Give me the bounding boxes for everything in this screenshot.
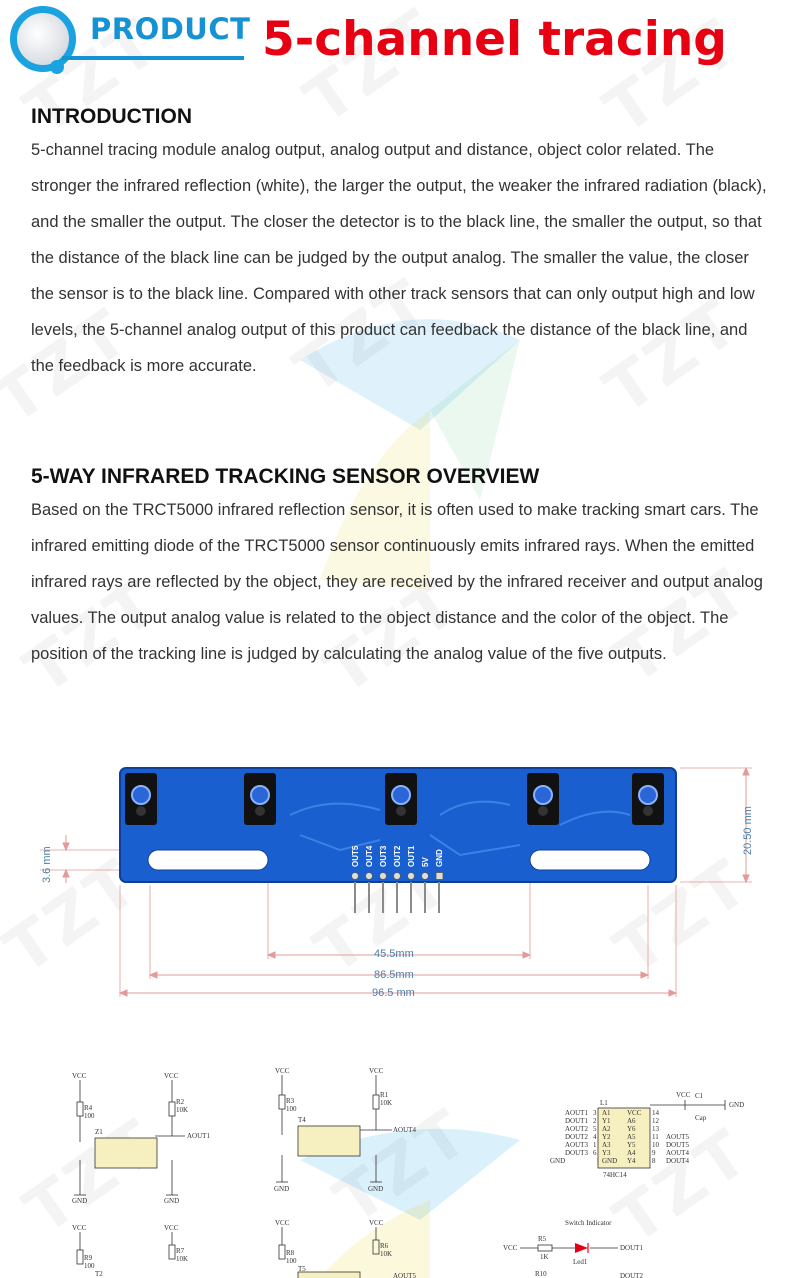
pin-label: OUT5 bbox=[351, 845, 360, 867]
sch-vcc: VCC bbox=[275, 1219, 290, 1227]
sch-ic-cap-val: Cap bbox=[695, 1114, 707, 1122]
sch-led-r1-val: 1K bbox=[540, 1253, 549, 1261]
sch-ic-gnd-right: GND bbox=[729, 1101, 745, 1109]
sch-out: AOUT4 bbox=[393, 1126, 416, 1134]
sch-vcc: VCC bbox=[72, 1224, 87, 1232]
sch-led-out1: DOUT1 bbox=[620, 1244, 643, 1252]
sch-ic-right-pin: DOUT4 bbox=[666, 1157, 689, 1165]
sch-part: T2 bbox=[95, 1270, 103, 1278]
sch-ic-inner-right: A5 bbox=[627, 1133, 636, 1141]
sch-ic-right-pin: AOUT5 bbox=[666, 1133, 689, 1141]
sch-ic-left-pin: DOUT2 bbox=[565, 1133, 588, 1141]
sch-r-top: R3 bbox=[286, 1097, 295, 1105]
sch-r-right: R1 bbox=[380, 1091, 389, 1099]
sch-ic-cap: C1 bbox=[695, 1092, 704, 1100]
dim-hole-spacing: 45.5mm bbox=[374, 948, 414, 960]
sch-ic-inner-right: Y5 bbox=[627, 1141, 636, 1149]
sch-ic-right-num: 11 bbox=[652, 1133, 659, 1141]
sch-r-top-val: 100 bbox=[84, 1262, 95, 1270]
sch-ic-vcc: VCC bbox=[676, 1091, 691, 1099]
intro-section bbox=[31, 102, 771, 384]
sch-ic-left-pin: DOUT1 bbox=[565, 1117, 588, 1125]
sch-ic-right-pin: AOUT4 bbox=[666, 1149, 689, 1157]
pin-label: OUT1 bbox=[407, 845, 416, 867]
pin-label: OUT4 bbox=[365, 845, 374, 867]
dim-board-width: 96.5 mm bbox=[372, 987, 415, 999]
sch-ic-right-num: 13 bbox=[652, 1125, 659, 1133]
sch-gnd: GND bbox=[164, 1197, 180, 1205]
sch-ic-inner-left: GND bbox=[602, 1157, 618, 1165]
sch-r-top-val: 100 bbox=[286, 1105, 297, 1113]
sch-r-top: R8 bbox=[286, 1249, 295, 1257]
brand-logo-dot bbox=[50, 60, 64, 74]
intro-heading: INTRODUCTION bbox=[31, 105, 192, 128]
overview-body: Based on the TRCT5000 infrared reflection sensor, it is often used to make tracking smart cars. The infrared emitting diode of the TRCT5000 sensor continuously emits infrared rays. When the emitted infrared rays are reflected by the object, they are received by the infrared receiver and output analog values. The output analog value is related to the object distance and the color of the object. The position of the tracking line is judged by calculating the analog value of the five outputs. bbox=[31, 501, 763, 663]
sch-part: T5 bbox=[298, 1265, 306, 1273]
sch-part: Z1 bbox=[95, 1128, 103, 1136]
sch-ic-left-num: 3 bbox=[593, 1109, 597, 1117]
sch-ic-right-num: 14 bbox=[652, 1109, 659, 1117]
sch-gnd: GND bbox=[72, 1197, 88, 1205]
sch-gnd: GND bbox=[368, 1185, 384, 1193]
sch-ic-right-num: 9 bbox=[652, 1149, 656, 1157]
sch-ic-left-pin: AOUT2 bbox=[565, 1125, 588, 1133]
sch-ic-inner-right: A6 bbox=[627, 1117, 636, 1125]
sch-ic-inner-right: Y4 bbox=[627, 1157, 636, 1165]
sch-led1: Led1 bbox=[573, 1258, 588, 1266]
sch-out: AOUT1 bbox=[187, 1132, 210, 1140]
sch-led-caption: Switch Indicator bbox=[565, 1219, 612, 1227]
pin-label: 5V bbox=[421, 857, 430, 867]
sch-vcc: VCC bbox=[72, 1072, 87, 1080]
pcb-dimension-diagram bbox=[0, 755, 800, 1015]
sch-r-top-val: 100 bbox=[286, 1257, 297, 1265]
sch-ic-left-pin: AOUT1 bbox=[565, 1109, 588, 1117]
sch-ic-left-num: 4 bbox=[593, 1133, 597, 1141]
sch-vcc: VCC bbox=[275, 1067, 290, 1075]
mounting-slot-left bbox=[148, 850, 268, 870]
sch-r-top: R9 bbox=[84, 1254, 93, 1262]
sch-r-right: R6 bbox=[380, 1242, 389, 1250]
sch-ic-right-num: 10 bbox=[652, 1141, 659, 1149]
page-header bbox=[0, 0, 800, 90]
sch-led-r1: R5 bbox=[538, 1235, 547, 1243]
sch-r-right-val: 10K bbox=[176, 1106, 189, 1114]
sch-r-right-val: 10K bbox=[176, 1255, 189, 1263]
sch-r-top: R4 bbox=[84, 1104, 93, 1112]
sch-vcc: VCC bbox=[369, 1219, 384, 1227]
overview-section bbox=[31, 462, 771, 672]
sch-ic-left-pin: DOUT3 bbox=[565, 1149, 588, 1157]
sch-ic-gnd-left: GND bbox=[550, 1157, 566, 1165]
sch-led-r2: R10 bbox=[535, 1270, 547, 1278]
brand-logo-icon bbox=[10, 6, 76, 72]
sch-part: T4 bbox=[298, 1116, 306, 1124]
sch-ic-left-pin: AOUT3 bbox=[565, 1141, 588, 1149]
sch-vcc: VCC bbox=[164, 1072, 179, 1080]
sch-ic-left-num: 6 bbox=[593, 1149, 597, 1157]
sch-vcc: VCC bbox=[369, 1067, 384, 1075]
sch-r-right: R2 bbox=[176, 1098, 185, 1106]
product-tag: PRODUCT bbox=[90, 12, 251, 46]
sch-led-out2: DOUT2 bbox=[620, 1272, 643, 1278]
sch-ic-inner-left: A1 bbox=[602, 1109, 611, 1117]
product-underline bbox=[62, 56, 244, 60]
sch-ic-right-pin: DOUT5 bbox=[666, 1141, 689, 1149]
sch-ic-right-num: 8 bbox=[652, 1157, 656, 1165]
sch-ic-left-num: 5 bbox=[593, 1125, 597, 1133]
pin-label: GND bbox=[435, 849, 444, 867]
circuit-schematic bbox=[0, 1060, 800, 1278]
sch-vcc: VCC bbox=[164, 1224, 179, 1232]
sch-ic-inner-left: Y3 bbox=[602, 1149, 611, 1157]
sch-r-right-val: 10K bbox=[380, 1250, 393, 1258]
sch-ic-inner-left: Y2 bbox=[602, 1133, 611, 1141]
sch-ic-left-num: 1 bbox=[593, 1141, 597, 1149]
sch-ic-inner-left: A3 bbox=[602, 1141, 611, 1149]
sch-ic-left-num: 2 bbox=[593, 1117, 597, 1125]
sch-ic-inner-right: A4 bbox=[627, 1149, 636, 1157]
page-title: 5-channel tracing bbox=[262, 12, 727, 67]
intro-body: 5-channel tracing module analog output, analog output and distance, object color related. The stronger the infrared reflection (white), the larger the output, the weaker the infrared radiation (black), and the smaller the output. The closer the detector is to the black line, the smaller the output, so that the distance of the black line can be judged by the output analog. The smaller the value, the closer the sensor is to the black line. Compared with other track sensors that can only output high and low levels, the 5-channel analog output of this product can feedback the distance of the black line, and the feedback is more accurate. bbox=[31, 141, 767, 375]
sch-r-right-val: 10K bbox=[380, 1099, 393, 1107]
sch-ic-inner-right: VCC bbox=[627, 1109, 642, 1117]
pin-label: OUT3 bbox=[379, 845, 388, 867]
sch-ic-right-num: 12 bbox=[652, 1117, 659, 1125]
sch-led-vcc: VCC bbox=[503, 1244, 518, 1252]
pin-label: OUT2 bbox=[393, 845, 402, 867]
sch-r-top-val: 100 bbox=[84, 1112, 95, 1120]
sch-ic-part-no: 74HC14 bbox=[603, 1171, 627, 1179]
sch-ic-name: L1 bbox=[600, 1099, 608, 1107]
sch-ic-inner-left: A2 bbox=[602, 1125, 611, 1133]
sch-r-right: R7 bbox=[176, 1247, 185, 1255]
mounting-slot-right bbox=[530, 850, 650, 870]
sch-ic-inner-right: Y6 bbox=[627, 1125, 636, 1133]
dim-board-height: 20.50 mm bbox=[742, 806, 754, 855]
dim-slot-span: 86.5mm bbox=[374, 969, 414, 981]
dim-slot-offset: 3.6 mm bbox=[41, 846, 53, 883]
sch-gnd: GND bbox=[274, 1185, 290, 1193]
overview-heading: 5-WAY INFRARED TRACKING SENSOR OVERVIEW bbox=[31, 465, 540, 488]
sch-out: AOUT5 bbox=[393, 1272, 416, 1278]
sch-ic-inner-left: Y1 bbox=[602, 1117, 611, 1125]
